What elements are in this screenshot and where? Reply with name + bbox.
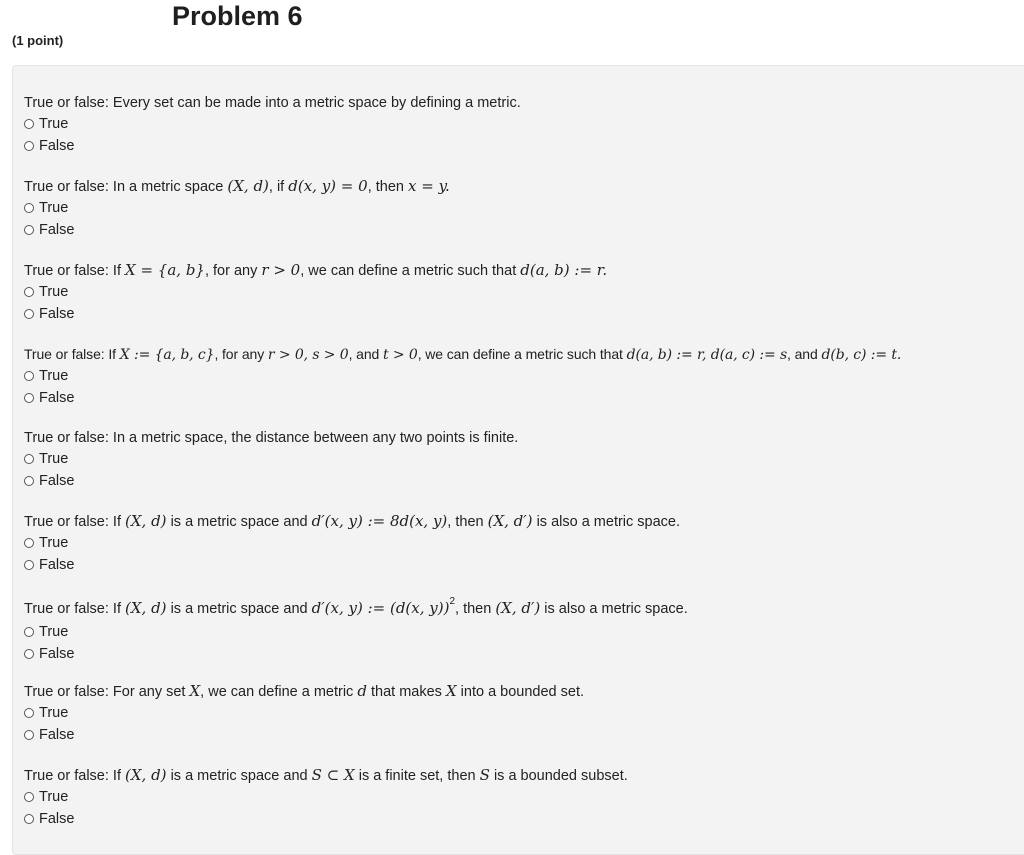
math-expression: d′(x, y) := 8d(x, y) — [311, 512, 448, 530]
math-expression: X = {a, b} — [125, 261, 205, 279]
option-false[interactable]: False — [24, 724, 1024, 746]
radio-icon[interactable] — [24, 393, 34, 403]
exponent: 2 — [449, 596, 456, 607]
option-false[interactable]: False — [24, 470, 1024, 492]
question-4 — [24, 344, 1024, 409]
option-false[interactable]: False — [24, 219, 1024, 241]
math-expression: S — [479, 766, 490, 784]
math-expression: (X, d) — [125, 599, 167, 617]
math-expression: (X, d′) — [487, 512, 533, 530]
math-expression: d(b, c) := t. — [821, 347, 902, 363]
math-expression: S ⊂ X — [311, 766, 355, 784]
radio-icon[interactable] — [24, 203, 34, 213]
question-text: True or false: If (X, d) is a metric space and S ⊂ X is a finite set, then S is a bounded subset. — [24, 766, 628, 784]
radio-icon[interactable] — [24, 792, 34, 802]
question-7 — [24, 596, 1024, 665]
question-3 — [24, 260, 1024, 325]
option-true[interactable]: True — [24, 113, 1024, 135]
math-expression: (X, d) — [125, 512, 167, 530]
math-expression: d(x, y) = 0 — [288, 177, 368, 195]
radio-icon[interactable] — [24, 454, 34, 464]
question-9 — [24, 765, 1024, 830]
math-expression: (X, d′) — [495, 599, 541, 617]
question-text: True or false: If X = {a, b}, for any r > 0, we can define a metric such that d(a, b) := r. — [24, 261, 608, 279]
question-text: True or false: Every set can be made into a metric space by defining a metric. — [24, 95, 521, 111]
radio-icon[interactable] — [24, 309, 34, 319]
math-expression: r > 0, s > 0 — [267, 347, 349, 363]
option-true[interactable]: True — [24, 281, 1024, 303]
option-false[interactable]: False — [24, 303, 1024, 325]
math-expression: X := {a, b, c} — [119, 347, 215, 363]
option-true[interactable]: True — [24, 786, 1024, 808]
math-expression: d(a, b) := r. — [520, 261, 608, 279]
radio-icon[interactable] — [24, 476, 34, 486]
radio-icon[interactable] — [24, 141, 34, 151]
radio-icon[interactable] — [24, 708, 34, 718]
option-true[interactable]: True — [24, 365, 1024, 387]
question-text: True or false: If (X, d) is a metric space and d′(x, y) := (d(x, y))$^2$, then (X, d′) is also a metric space. — [24, 596, 688, 617]
option-false[interactable]: False — [24, 554, 1024, 576]
question-text: True or false: In a metric space, the distance between any two points is finite. — [24, 430, 519, 446]
radio-icon[interactable] — [24, 119, 34, 129]
math-expression: d — [357, 682, 367, 700]
question-1 — [24, 93, 1024, 157]
radio-icon[interactable] — [24, 371, 34, 381]
option-false[interactable]: False — [24, 387, 1024, 409]
option-false[interactable]: False — [24, 808, 1024, 830]
math-expression: r > 0 — [261, 261, 301, 279]
radio-icon[interactable] — [24, 538, 34, 548]
question-2 — [24, 176, 1024, 241]
math-expression: (X, d) — [227, 177, 269, 195]
question-text: True or false: In a metric space (X, d), if d(x, y) = 0, then x = y. — [24, 177, 450, 195]
math-expression: X — [189, 682, 201, 700]
math-expression: x = y. — [408, 177, 450, 195]
question-text: True or false: If (X, d) is a metric space and d′(x, y) := 8d(x, y), then (X, d′) is also a metric space. — [24, 512, 681, 530]
option-true[interactable]: True — [24, 197, 1024, 219]
math-expression: d(a, b) := r, d(a, c) := s — [626, 347, 788, 363]
radio-icon[interactable] — [24, 560, 34, 570]
question-6 — [24, 511, 1024, 576]
question-8 — [24, 681, 1024, 746]
option-false[interactable]: False — [24, 643, 1024, 665]
math-expression: d′(x, y) := (d(x, y)) — [311, 599, 450, 617]
radio-icon[interactable] — [24, 627, 34, 637]
question-text: True or false: For any set X, we can define a metric d that makes X into a bounded set. — [24, 682, 585, 700]
math-expression: (X, d) — [125, 766, 167, 784]
radio-icon[interactable] — [24, 730, 34, 740]
question-5 — [24, 428, 1024, 492]
points-label: (1 point) — [12, 33, 64, 48]
radio-icon[interactable] — [24, 814, 34, 824]
math-expression: X — [445, 682, 457, 700]
radio-icon[interactable] — [24, 225, 34, 235]
radio-icon[interactable] — [24, 287, 34, 297]
option-true[interactable]: True — [24, 702, 1024, 724]
option-false[interactable]: False — [24, 135, 1024, 157]
question-text: True or false: If X := {a, b, c}, for any r > 0, s > 0, and t > 0, we can define a metric such that d(a, b) := r, d(a, c) := s, and d(b, c) := t. — [24, 346, 902, 363]
option-true[interactable]: True — [24, 532, 1024, 554]
radio-icon[interactable] — [24, 649, 34, 659]
option-true[interactable]: True — [24, 448, 1024, 470]
math-expression: t > 0 — [383, 347, 418, 363]
option-true[interactable]: True — [24, 621, 1024, 643]
page-title: Problem 6 — [172, 1, 303, 31]
